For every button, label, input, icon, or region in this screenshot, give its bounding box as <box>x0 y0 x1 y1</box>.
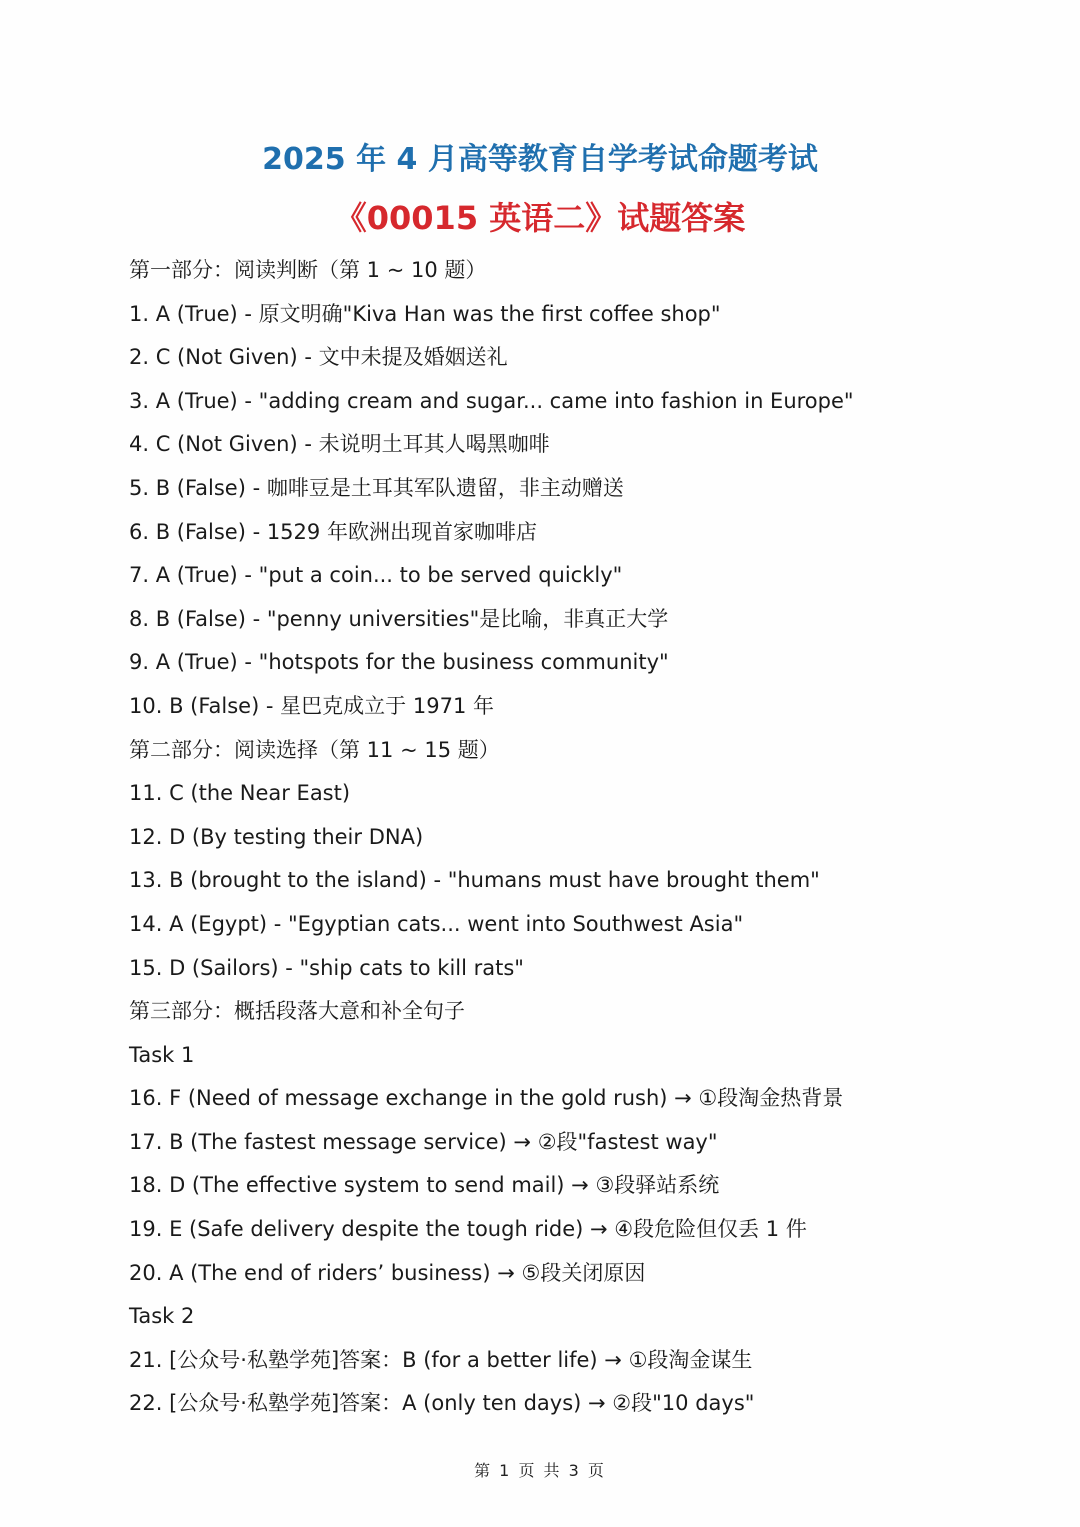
section-heading-part3: 第三部分：概括段落大意和补全句子 <box>129 999 465 1024</box>
answer-line-13: 13. B (brought to the island) - "humans must have brought them" <box>129 868 820 893</box>
answer-line-8: 8. B (False) - "penny universities"是比喻，非真正大学 <box>129 606 669 631</box>
answer-line-17: 17. B (The fastest message service) → ②段"fastest way" <box>129 1129 718 1154</box>
answer-line-7: 7. A (True) - "put a coin... to be served quickly" <box>129 563 623 588</box>
answer-line-3: 3. A (True) - "adding cream and sugar... came into fashion in Europe" <box>129 388 854 413</box>
section-heading-part2: 第二部分：阅读选择（第 11 ~ 15 题） <box>129 737 500 762</box>
answer-line-12: 12. D (By testing their DNA) <box>129 824 424 849</box>
answer-line-19: 19. E (Safe delivery despite the tough ride) → ④段危险但仅丢 1 件 <box>129 1217 807 1242</box>
answer-line-20: 20. A (The end of riders’ business) → ⑤段关闭原因 <box>129 1260 646 1285</box>
answer-list <box>129 249 1049 1426</box>
answer-line-10: 10. B (False) - 星巴克成立于 1971 年 <box>129 693 494 718</box>
answer-line-16: 16. F (Need of message exchange in the gold rush) → ①段淘金热背景 <box>129 1086 844 1111</box>
answer-line-21: 21. [公众号·私塾学苑]答案：B (for a better life) → ①段淘金谋生 <box>129 1347 753 1372</box>
document-subtitle: 《00015 英语二》试题答案 <box>334 199 746 237</box>
answer-line-5: 5. B (False) - 咖啡豆是土耳其军队遗留，非主动赠送 <box>129 475 624 500</box>
answer-line-14: 14. A (Egypt) - "Egyptian cats... went into Southwest Asia" <box>129 911 744 936</box>
document-title: 2025 年 4 月高等教育自学考试命题考试 <box>262 142 818 177</box>
answer-line-11: 11. C (the Near East) <box>129 781 351 806</box>
answer-line-2: 2. C (Not Given) - 文中未提及婚姻送礼 <box>129 345 508 370</box>
answer-line-4: 4. C (Not Given) - 未说明土耳其人喝黑咖啡 <box>129 432 550 457</box>
answer-line-9: 9. A (True) - "hotspots for the business community" <box>129 650 669 675</box>
section-heading-part1: 第一部分：阅读判断（第 1 ~ 10 题） <box>129 258 487 282</box>
page-number: 第 1 页 共 3 页 <box>474 1461 606 1480</box>
answer-line-22: 22. [公众号·私塾学苑]答案：A (only ten days) → ②段"10 days" <box>129 1391 755 1416</box>
task-heading-2: Task 2 <box>129 1304 195 1329</box>
answer-line-6: 6. B (False) - 1529 年欧洲出现首家咖啡店 <box>129 519 537 544</box>
answer-line-18: 18. D (The effective system to send mail) → ③段驿站系统 <box>129 1173 720 1198</box>
task-heading-1: Task 1 <box>129 1042 195 1067</box>
answer-line-15: 15. D (Sailors) - "ship cats to kill rats" <box>129 955 524 980</box>
answer-line-1: 1. A (True) - 原文明确"Kiva Han was the first coffee shop" <box>129 301 721 326</box>
